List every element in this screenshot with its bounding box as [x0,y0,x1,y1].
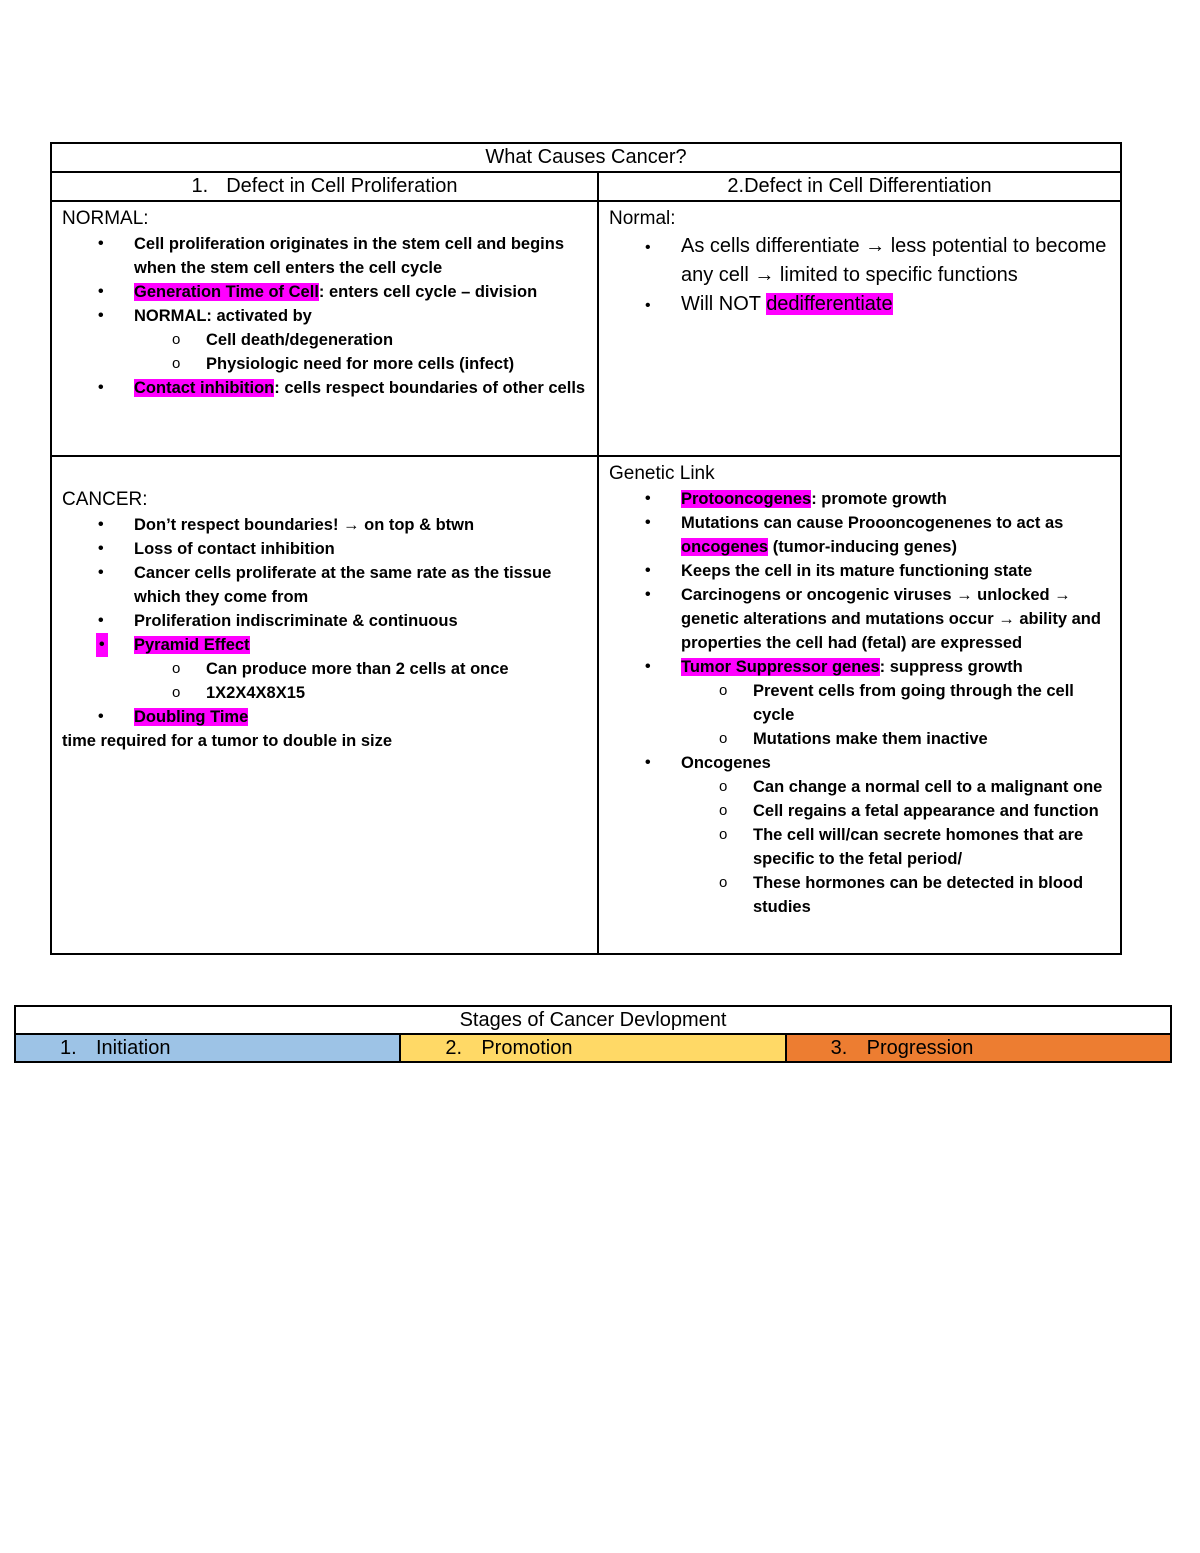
sub-list [609,775,1110,919]
sub-list-item [62,328,587,352]
stage-progression [786,1034,1171,1062]
item-text: Proliferation indiscriminate & continuous [134,612,458,630]
list-item [609,290,1110,319]
bullet-icon: • [98,379,104,396]
bullet-icon: • [645,490,651,507]
sub-list-item [62,352,587,376]
highlighted-term: Tumor Suppressor genes [681,658,880,676]
sub-list [62,328,587,376]
item-text: (tumor-inducing genes) [768,538,957,556]
cancer-proliferation-cell [51,456,598,954]
item-text: These hormones can be detected in blood studies [753,874,1084,916]
list-item [62,232,587,280]
bullet-icon: • [98,283,104,300]
list-item [62,376,587,400]
bullet-icon: • [98,540,104,557]
cell-heading: NORMAL: [62,208,149,229]
list-item [609,511,1110,559]
sub-list-item [609,727,1110,751]
item-text: Mutations make them inactive [753,730,988,748]
list-item [62,513,587,537]
item-text: Mutations can cause Proooncogenenes to act as [681,514,1064,532]
list-item [609,583,1110,655]
circle-bullet-icon: o [719,802,728,819]
highlighted-term: oncogenes [681,538,769,556]
circle-bullet-icon: o [719,778,728,795]
sub-list-item [609,799,1110,823]
item-text: Don’t respect boundaries! → on top & btwn [134,516,475,534]
bullet-icon: • [645,514,651,531]
sub-list-item [609,775,1110,799]
item-text: Physiologic need for more cells (infect) [206,355,515,373]
stages-title: Stages of Cancer Devlopment [15,1006,1171,1034]
list-item [62,304,587,376]
bullet-icon: • [645,239,651,256]
stage-number: 2. [445,1037,463,1059]
sub-list-item [62,657,587,681]
bullet-icon: • [645,562,651,579]
sub-list-item [609,679,1110,727]
circle-bullet-icon: o [172,684,181,701]
item-text: Keeps the cell in its mature functioning state [681,562,1033,580]
item-text: The cell will/can secrete homones that are specific to the fetal period/ [753,826,1084,868]
bullet-icon: • [98,235,104,252]
cell-heading: Normal: [609,208,676,229]
item-text: : enters cell cycle – division [318,283,538,301]
item-text: 1X2X4X8X15 [206,684,306,702]
bullet-list [609,232,1110,319]
list-item [62,537,587,561]
stage-initiation [15,1034,400,1062]
list-item [62,609,587,633]
bullet-icon: • [96,633,108,657]
sub-list-item [609,871,1110,919]
list-item [609,487,1110,511]
bullet-list [62,232,587,400]
sub-list-item [62,681,587,705]
highlighted-term: Protooncogenes [681,490,812,508]
item-text: As cells differentiate → less potential to become any cell → limited to specific functions [681,235,1107,286]
item-text: : suppress growth [879,658,1023,676]
bullet-icon: • [98,564,104,581]
list-item [609,751,1110,919]
column-header-number: 1. [191,175,209,197]
stages-table [14,1005,1172,1063]
genetic-link-cell [598,456,1121,954]
spacer [62,461,587,487]
column-header-proliferation [51,172,598,201]
list-item [62,561,587,609]
bullet-icon: • [98,612,104,629]
bullet-icon: • [98,307,104,324]
bullet-icon: • [645,754,651,771]
bullet-list [62,513,587,729]
circle-bullet-icon: o [719,730,728,747]
bullet-icon: • [98,708,104,725]
table-title: What Causes Cancer? [51,143,1121,172]
circle-bullet-icon: o [172,660,181,677]
circle-bullet-icon: o [719,874,728,891]
highlighted-term: Pyramid Effect [134,636,250,654]
item-text: Can change a normal cell to a malignant one [753,778,1103,796]
sub-list [609,679,1110,751]
circle-bullet-icon: o [172,331,181,348]
column-header-differentiation: 2.Defect in Cell Differentiation [598,172,1121,201]
list-item [609,232,1110,290]
item-text: Will NOT [681,293,767,315]
item-text: Cell death/degeneration [206,331,394,349]
bullet-icon: • [98,516,104,533]
highlighted-term: dedifferentiate [766,293,893,315]
sub-list-item [609,823,1110,871]
list-item [62,280,587,304]
circle-bullet-icon: o [719,826,728,843]
item-text: Cancer cells proliferate at the same rate as the tissue which they come from [134,564,552,606]
circle-bullet-icon: o [719,682,728,699]
item-text: Carcinogens or oncogenic viruses → unlocked → genetic alterations and mutations occur → ability and properties the cell had (fetal) are expressed [681,586,1101,652]
normal-differentiation-cell [598,201,1121,456]
list-item [62,633,587,705]
item-text: Loss of contact inhibition [134,540,335,558]
item-text: Can produce more than 2 cells at once [206,660,509,678]
stage-promotion [400,1034,785,1062]
cell-heading: CANCER: [62,489,148,510]
stage-label: Progression [866,1037,974,1059]
item-text: Cell regains a fetal appearance and function [753,802,1099,820]
item-text: Cell proliferation originates in the stem cell and begins when the stem cell enters the cell cycle [134,235,564,277]
highlighted-term: Generation Time of Cell [134,283,319,301]
bullet-icon: • [645,297,651,314]
normal-proliferation-cell [51,201,598,456]
sub-list [62,657,587,705]
item-text: : cells respect boundaries of other cells [274,379,586,397]
list-item [62,705,587,729]
definition-text: time required for a tumor to double in size [62,732,393,750]
stage-label: Initiation [96,1037,171,1059]
stage-number: 1. [60,1037,77,1059]
what-causes-cancer-table [50,142,1122,955]
list-item [609,559,1110,583]
bullet-icon: • [645,658,651,675]
highlighted-term: Contact inhibition [134,379,275,397]
bullet-list [609,487,1110,919]
cell-heading: Genetic Link [609,463,715,484]
stage-label: Promotion [481,1037,573,1059]
item-text: NORMAL: activated by [134,307,312,325]
column-header-label: Defect in Cell Proliferation [226,175,458,197]
bullet-icon: • [645,586,651,603]
highlighted-term: Doubling Time [134,708,249,726]
list-item [609,655,1110,751]
circle-bullet-icon: o [172,355,181,372]
item-text: : promote growth [811,490,947,508]
item-text: Prevent cells from going through the cell cycle [753,682,1074,724]
item-text: Oncogenes [681,754,771,772]
stage-number: 3. [830,1037,848,1059]
